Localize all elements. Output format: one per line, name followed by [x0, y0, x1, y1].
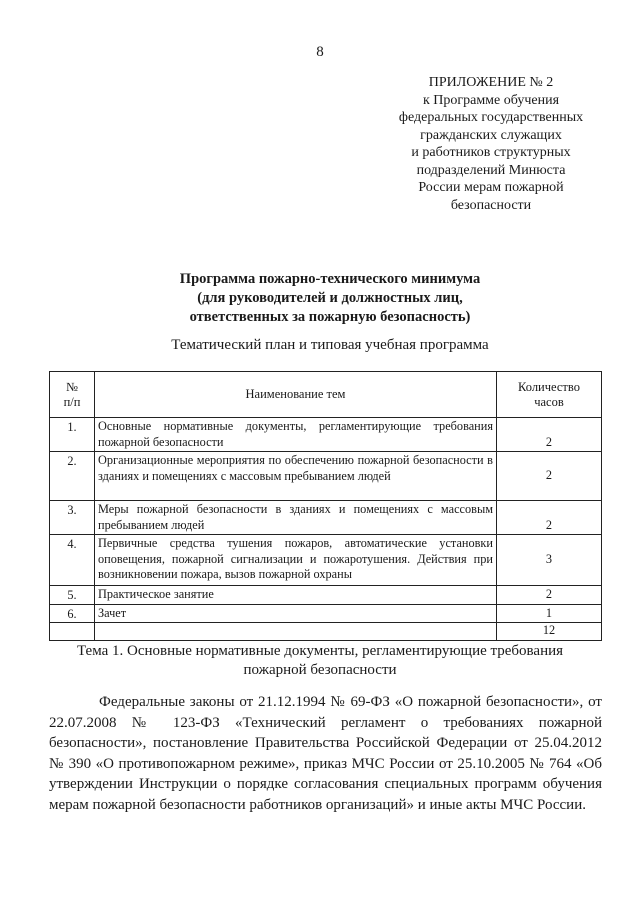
- table-row: [50, 452, 602, 501]
- row-topic: Первичные средства тушения пожаров, автоматические установки оповещения, пожарной сигнализации и пожаротушения. Действия при возникновении пожара, вызов пожарной охраны: [95, 535, 497, 586]
- header-hours-line: Количество: [518, 379, 580, 394]
- header-topic: Наименование тем: [95, 372, 497, 418]
- program-title-line: Программа пожарно-технического минимума: [179, 271, 481, 287]
- total-empty-cell: [50, 623, 95, 641]
- row-topic: Основные нормативные документы, регламентирующие требования пожарной безопасности: [95, 418, 497, 452]
- row-hours: 2: [497, 452, 602, 501]
- total-empty-cell: [95, 623, 497, 641]
- table-row: [50, 535, 602, 586]
- theme-title: [60, 642, 580, 680]
- row-hours: 1: [497, 604, 602, 623]
- header-num: [50, 372, 95, 418]
- row-num: 6.: [50, 604, 95, 623]
- appendix-line: гражданских служащих: [420, 127, 562, 143]
- table-row: [50, 418, 602, 452]
- header-hours-line: часов: [534, 394, 564, 409]
- appendix-header: [380, 74, 602, 214]
- appendix-line: безопасности: [450, 197, 532, 213]
- row-hours: 2: [497, 501, 602, 535]
- row-num: 3.: [50, 501, 95, 535]
- header-num-line: п/п: [63, 394, 81, 409]
- table-row: [50, 586, 602, 605]
- body-paragraph: Федеральные законы от 21.12.1994 № 69-ФЗ «О пожарной безопасности», от 22.07.2008 № 123-ФЗ «Технический регламент о требованиях пожарной безопасности», постановление Правительства Российской Федерации от 25.04.2012 № 390 «О противопожарном режиме», приказ МЧС России от 25.10.2005 № 764 «Об утверждении Инструкции о порядке согласования специальных программ обучения мерам пожарной безопасности работников организаций» и иные акты МЧС России.: [49, 694, 602, 813]
- table-header-row: [50, 372, 602, 418]
- row-num: 4.: [50, 535, 95, 586]
- row-topic: Меры пожарной безопасности в зданиях и помещениях с массовым пребыванием людей: [95, 501, 497, 535]
- row-num: 1.: [50, 418, 95, 452]
- row-topic: Организационные мероприятия по обеспечению пожарной безопасности в зданиях и помещениях с массовым пребыванием людей: [95, 452, 497, 501]
- program-title-line: ответственных за пожарную безопасность): [189, 309, 471, 325]
- table-row: [50, 501, 602, 535]
- appendix-line: к Программе обучения: [422, 92, 560, 108]
- row-hours: 2: [497, 418, 602, 452]
- total-hours: 12: [497, 623, 602, 641]
- row-hours: 3: [497, 535, 602, 586]
- row-topic: Практическое занятие: [95, 586, 497, 605]
- row-num: 5.: [50, 586, 95, 605]
- appendix-line: федеральных государственных: [398, 110, 584, 125]
- program-title: [100, 270, 560, 327]
- program-title-line: (для руководителей и должностных лиц,: [197, 290, 463, 306]
- table-row: [50, 604, 602, 623]
- appendix-line: России мерам пожарной: [418, 180, 564, 195]
- appendix-line: ПРИЛОЖЕНИЕ № 2: [428, 75, 554, 90]
- header-num-line: №: [66, 379, 78, 394]
- appendix-line: подразделений Минюста: [416, 162, 566, 178]
- row-topic: Зачет: [95, 604, 497, 623]
- page-number: 8: [316, 44, 324, 60]
- plan-subtitle: Тематический план и типовая учебная программа: [171, 337, 489, 353]
- theme-title-line: пожарной безопасности: [243, 662, 397, 678]
- header-hours: [497, 372, 602, 418]
- theme-title-line: Тема 1. Основные нормативные документы, регламентирующие требования: [76, 643, 564, 659]
- appendix-line: и работников структурных: [411, 145, 571, 160]
- table-total-row: [50, 623, 602, 641]
- row-hours: 2: [497, 586, 602, 605]
- thematic-plan-table: [49, 371, 602, 641]
- row-num: 2.: [50, 452, 95, 501]
